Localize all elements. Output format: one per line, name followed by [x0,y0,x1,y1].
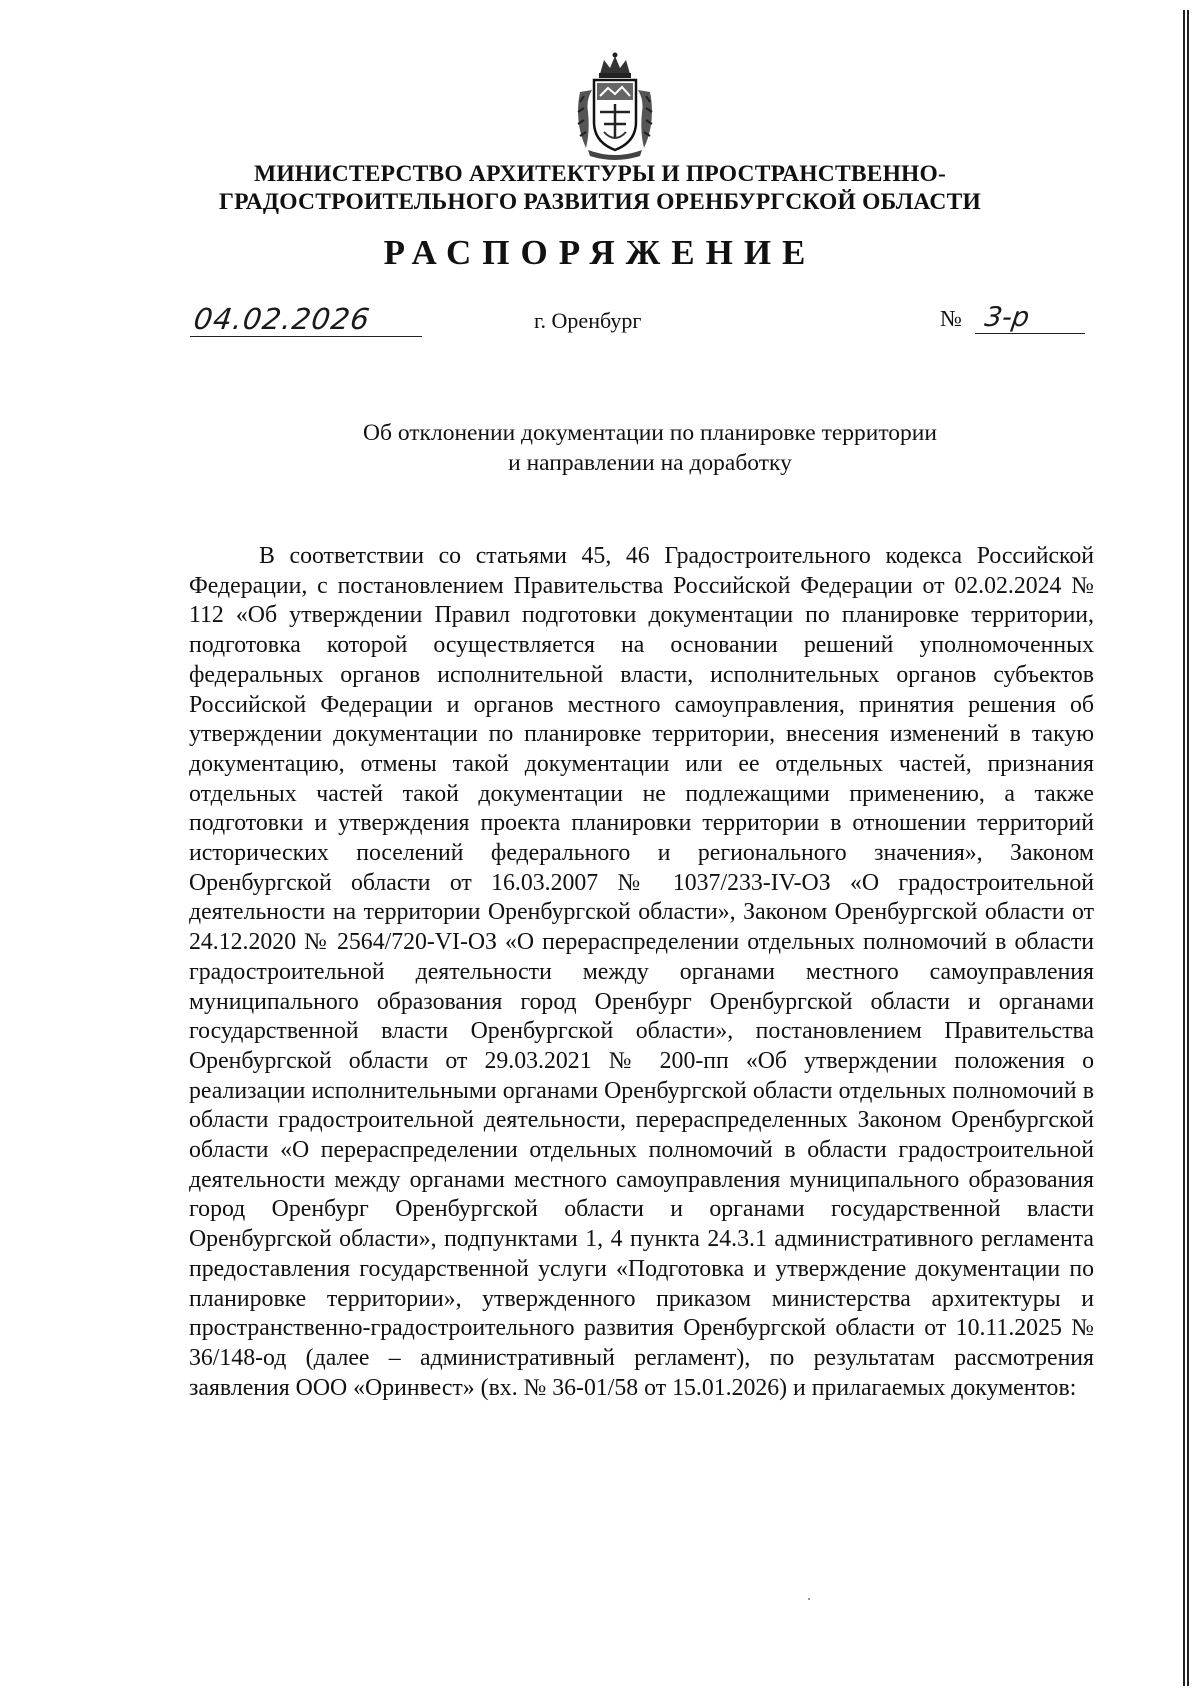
scan-edge-line [1183,10,1185,1686]
date-field [190,302,422,337]
ministry-name-line2: ГРАДОСТРОИТЕЛЬНОГО РАЗВИТИЯ ОРЕНБУРГСКОЙ ОБЛАСТИ [219,189,981,215]
ministry-name-line1: МИНИСТЕРСТВО АРХИТЕКТУРЫ И ПРОСТРАНСТВЕННО- [253,161,947,187]
coat-of-arms-emblem [570,52,660,160]
number-sign: № [940,306,962,331]
number-field [975,300,1085,334]
document-title-line2: и направлении на доработку [508,450,792,476]
document-type: РАСПОРЯЖЕНИЕ [383,233,817,272]
scan-edge-line [1187,10,1189,1686]
body-paragraph: В соответствии со статьями 45, 46 Градостроительного кодекса Российской Федерации, с постановлением Правительства Российской Федерации от 02.02.2024 № 112 «Об утверждении Правил подготовки документации по планировке территории, подготовка которой осуществляется на основании решений уполномоченных федеральных органов исполнительной власти, исполнительных органов субъектов Российской Федерации и органов местного самоуправления, принятия решения об утверждении документации по планировке территории, внесения изменений в такую документацию, отмены такой документации или ее отдельных частей, признания отдельных частей такой документации не подлежащими применению, а также подготовки и утверждения проекта планировки территории в отношении территорий исторических поселений федерального и регионального значения», Законом Оренбургской области от 16.03.2007 № 1037/233-IV-ОЗ «О градостроительной деятельности на территории Оренбургской области», Законом Оренбургской области от 24.12.2020 № 2564/720-VI-ОЗ «О перераспределении отдельных полномочий в области градостроительной деятельности между органами местного самоуправления муниципального образования город Оренбург Оренбургской области и органами государственной власти Оренбургской области», постановлением Правительства Оренбургской области от 29.03.2021 № 200-пп «Об утверждении положения о реализации исполнительными органами Оренбургской области отдельных полномочий в области градостроительной деятельности, перераспределенных Законом Оренбургской области «О перераспределении отдельных полномочий в области градостроительной деятельности между органами местного самоуправления муниципального образования город Оренбург Оренбургской области и органами государственной власти Оренбургской области», подпунктами 1, 4 пункта 24.3.1 административного регламента предоставления государственной услуги «Подготовка и утверждение документации по планировке территории», утвержденного приказом министерства архитектуры и пространственно-градостроительного развития Оренбургской области от 10.11.2025 № 36/148-од (далее – административный регламент), по результатам рассмотрения заявления ООО «Оринвест» (вх. № 36-01/58 от 15.01.2026) и прилагаемых документов: [189,543,1094,1401]
handwritten-number: 3-р [982,302,1032,333]
city-label: г. Оренбург [534,308,642,333]
document-title-line1: Об отклонении документации по планировке территории [363,420,937,446]
handwritten-date: 04.02.2026 [191,302,373,336]
scan-speck [808,1598,810,1600]
